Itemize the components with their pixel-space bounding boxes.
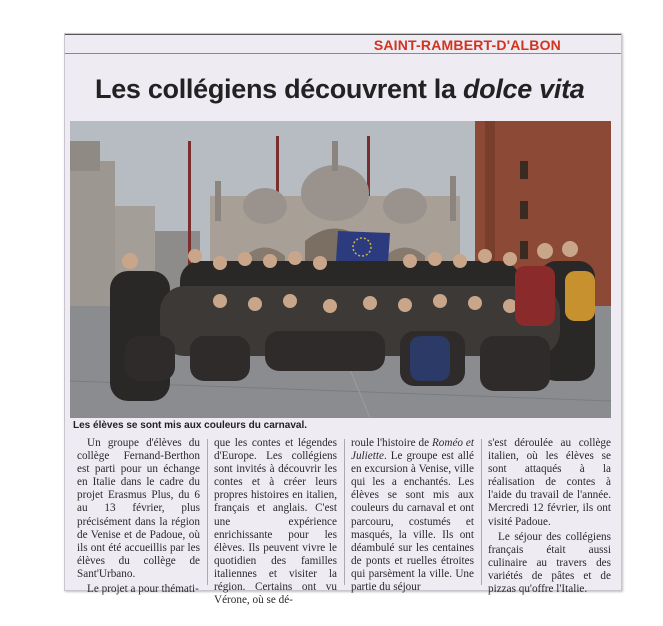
photo-caption: Les élèves se sont mis aux couleurs du carnaval. bbox=[73, 420, 307, 431]
column-divider bbox=[344, 439, 345, 585]
paragraph: s'est déroulée au collège italien, où les élèves se sont attaqués à la réalisation de contes à l'aide du travail de l'année. Mercredi 12 février, ils ont visité Padoue. bbox=[488, 437, 611, 528]
european-flag-icon bbox=[336, 231, 390, 263]
section-title: SAINT-RAMBERT-D'ALBON bbox=[373, 37, 561, 53]
paragraph: Le projet a pour thémati- bbox=[87, 583, 199, 596]
column-divider bbox=[481, 439, 482, 585]
text-run: . Le groupe est allé en excursion à Venise, ville qui les a enchantés. Les élèves se sont mis aux couleurs du carnaval et ont parcouru, costumés et masqués, la ville. Ils ont déambulé sur les centaines de ponts et ruelles étroites qui parsèment la ville. Une partie du séjour bbox=[351, 450, 474, 594]
paragraph: Le séjour des collégiens français était aussi culinaire au travers des variétés de pâtes et de pizzas qu'offre l'Italie. bbox=[488, 530, 611, 596]
article-photo bbox=[70, 121, 611, 418]
headline-italic: dolce vita bbox=[462, 74, 585, 104]
top-rule bbox=[65, 34, 621, 35]
newspaper-clipping bbox=[64, 33, 622, 607]
play-title: Roméo et Juliette bbox=[351, 437, 474, 463]
column-3 bbox=[351, 437, 474, 596]
headline bbox=[95, 74, 595, 105]
article-body bbox=[77, 437, 611, 607]
column-divider bbox=[207, 439, 208, 585]
paragraph: que les contes et légendes d'Europe. Les collégiens sont invités à découvrir les contes et à créer leurs propres histoires en italien, français et anglais. C'est une expérience enrichissante pour les élèves. Ils peuvent vivre le quotidien des familles italiennes et visiter la région. Certains ont vu Vérone, où se dé- bbox=[214, 437, 337, 607]
headline-main: Les collégiens découvrent la bbox=[95, 74, 463, 104]
column-1 bbox=[77, 437, 200, 598]
group-photo-icon bbox=[70, 121, 611, 418]
column-2 bbox=[214, 437, 337, 609]
paragraph bbox=[351, 437, 474, 594]
paragraph: Un groupe d'élèves du collège Fernand-Berthon est parti pour un échange en Italie dans le cadre du projet Erasmus Plus, du 6 au 13 février, plus précisément dans la région de Venise et de Padoue, où ils ont été accueillis par les élèves du collège de Sant'Urbano. bbox=[77, 437, 200, 580]
column-4 bbox=[488, 437, 611, 598]
section-bar bbox=[65, 36, 621, 54]
text-run: roule l'histoire de bbox=[351, 437, 432, 449]
